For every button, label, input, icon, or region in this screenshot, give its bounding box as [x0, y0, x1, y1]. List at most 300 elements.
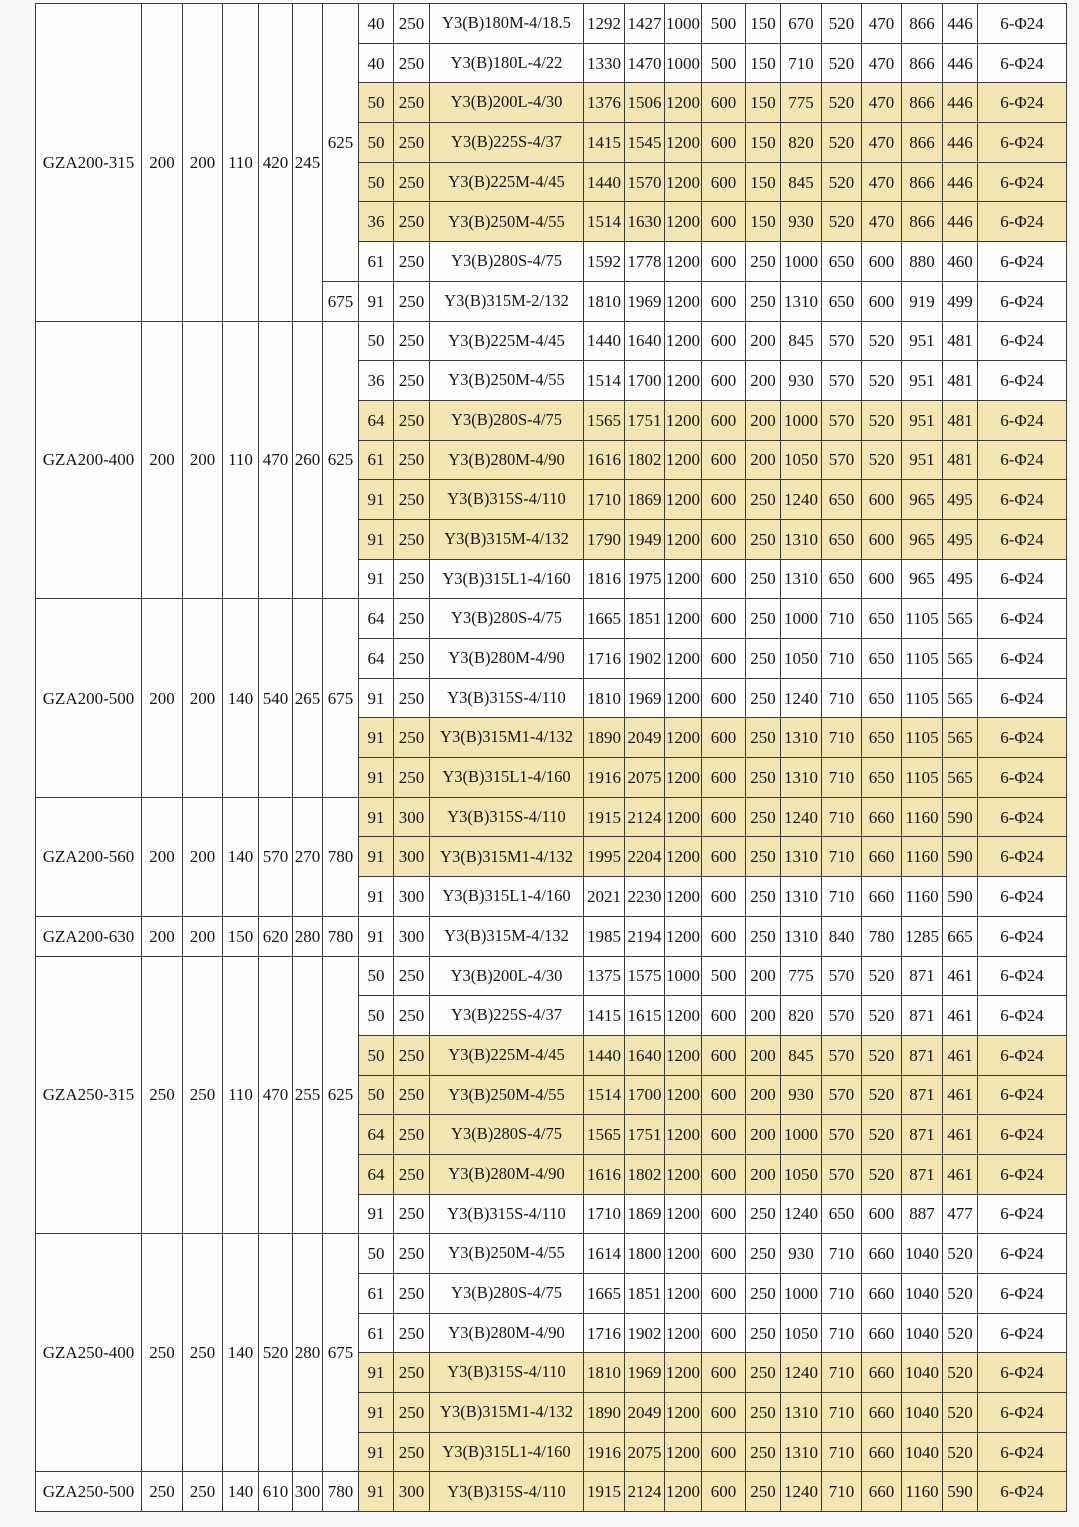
dim-h-cell: 520	[862, 321, 902, 361]
motor-model-cell: Y3(B)315M1-4/132	[430, 718, 584, 758]
height-cell: 675	[323, 599, 359, 797]
dim-h-cell: 520	[862, 400, 902, 440]
dim-j-cell: 461	[943, 1075, 978, 1115]
model-cell: GZA250-400	[36, 1234, 142, 1472]
hole-spec-cell: 6-Φ24	[978, 1115, 1067, 1155]
motor-model-cell: Y3(B)315S-4/110	[430, 678, 584, 718]
dim-e-cell: 200	[746, 1115, 781, 1155]
dim-i-cell: 1105	[902, 639, 943, 679]
hole-spec-cell: 6-Φ24	[978, 1194, 1067, 1234]
dim-f-cell: 1310	[781, 718, 822, 758]
dim-f-cell: 1240	[781, 1353, 822, 1393]
dim-cell: 200	[183, 4, 223, 322]
inlet-cell: 250	[394, 281, 430, 321]
dim-f-cell: 1310	[781, 877, 822, 917]
model-cell: GZA250-500	[36, 1472, 142, 1512]
dim-i-cell: 880	[902, 242, 943, 282]
dim-e-cell: 150	[746, 162, 781, 202]
dim-g-cell: 570	[822, 321, 862, 361]
dim-f-cell: 1050	[781, 639, 822, 679]
dim-e-cell: 250	[746, 1234, 781, 1274]
dim-c-cell: 1200	[665, 797, 702, 837]
flow-cell: 91	[359, 678, 394, 718]
dim-f-cell: 1050	[781, 1154, 822, 1194]
dim-cell: 200	[183, 599, 223, 797]
dim-b-cell: 1969	[625, 678, 665, 718]
dim-f-cell: 1050	[781, 1313, 822, 1353]
dim-d-cell: 600	[702, 1234, 746, 1274]
dim-j-cell: 565	[943, 718, 978, 758]
dim-h-cell: 520	[862, 996, 902, 1036]
dim-a-cell: 1415	[584, 123, 625, 163]
dim-b-cell: 1869	[625, 480, 665, 520]
dim-c-cell: 1200	[665, 1234, 702, 1274]
dim-cell: 610	[259, 1472, 293, 1512]
motor-model-cell: Y3(B)225S-4/37	[430, 123, 584, 163]
dim-h-cell: 650	[862, 758, 902, 798]
flow-cell: 50	[359, 123, 394, 163]
dim-e-cell: 250	[746, 916, 781, 956]
table-row	[36, 599, 1067, 639]
dim-h-cell: 650	[862, 599, 902, 639]
inlet-cell: 250	[394, 1234, 430, 1274]
dim-i-cell: 951	[902, 361, 943, 401]
motor-model-cell: Y3(B)315M1-4/132	[430, 1393, 584, 1433]
dim-b-cell: 1949	[625, 519, 665, 559]
dim-c-cell: 1200	[665, 639, 702, 679]
dim-h-cell: 660	[862, 1472, 902, 1512]
dim-d-cell: 500	[702, 43, 746, 83]
dim-e-cell: 250	[746, 480, 781, 520]
motor-model-cell: Y3(B)280S-4/75	[430, 1274, 584, 1314]
dim-e-cell: 250	[746, 1274, 781, 1314]
model-cell: GZA200-630	[36, 916, 142, 956]
motor-model-cell: Y3(B)315L1-4/160	[430, 877, 584, 917]
dim-cell: 200	[142, 797, 183, 916]
dim-a-cell: 2021	[584, 877, 625, 917]
hole-spec-cell: 6-Φ24	[978, 519, 1067, 559]
dim-c-cell: 1200	[665, 1432, 702, 1472]
dim-cell: 250	[142, 1234, 183, 1472]
dim-f-cell: 1310	[781, 1393, 822, 1433]
dim-i-cell: 965	[902, 559, 943, 599]
dim-h-cell: 600	[862, 480, 902, 520]
inlet-cell: 250	[394, 83, 430, 123]
flow-cell: 64	[359, 1154, 394, 1194]
flow-cell: 40	[359, 43, 394, 83]
dim-f-cell: 1310	[781, 758, 822, 798]
dim-c-cell: 1000	[665, 956, 702, 996]
dim-c-cell: 1200	[665, 1075, 702, 1115]
dim-i-cell: 1105	[902, 678, 943, 718]
dim-a-cell: 1716	[584, 1313, 625, 1353]
dim-e-cell: 250	[746, 1353, 781, 1393]
hole-spec-cell: 6-Φ24	[978, 877, 1067, 917]
hole-spec-cell: 6-Φ24	[978, 797, 1067, 837]
dim-i-cell: 1040	[902, 1313, 943, 1353]
dim-f-cell: 845	[781, 321, 822, 361]
dim-cell: 570	[259, 797, 293, 916]
flow-cell: 61	[359, 1274, 394, 1314]
dim-a-cell: 1415	[584, 996, 625, 1036]
hole-spec-cell: 6-Φ24	[978, 4, 1067, 44]
dim-g-cell: 710	[822, 837, 862, 877]
dim-g-cell: 710	[822, 1432, 862, 1472]
inlet-cell: 250	[394, 480, 430, 520]
dim-d-cell: 600	[702, 916, 746, 956]
dim-d-cell: 600	[702, 639, 746, 679]
dim-h-cell: 600	[862, 281, 902, 321]
dim-i-cell: 1040	[902, 1234, 943, 1274]
dim-j-cell: 590	[943, 837, 978, 877]
dim-i-cell: 866	[902, 202, 943, 242]
dim-j-cell: 446	[943, 83, 978, 123]
inlet-cell: 250	[394, 1035, 430, 1075]
flow-cell: 61	[359, 1313, 394, 1353]
dim-g-cell: 520	[822, 83, 862, 123]
flow-cell: 91	[359, 1432, 394, 1472]
dim-i-cell: 871	[902, 1035, 943, 1075]
dim-e-cell: 200	[746, 440, 781, 480]
flow-cell: 91	[359, 281, 394, 321]
dim-i-cell: 866	[902, 83, 943, 123]
dim-f-cell: 710	[781, 43, 822, 83]
dim-i-cell: 871	[902, 1154, 943, 1194]
flow-cell: 91	[359, 916, 394, 956]
dim-g-cell: 710	[822, 1313, 862, 1353]
dim-c-cell: 1200	[665, 202, 702, 242]
dim-a-cell: 1292	[584, 4, 625, 44]
hole-spec-cell: 6-Φ24	[978, 1154, 1067, 1194]
dim-c-cell: 1200	[665, 1035, 702, 1075]
motor-model-cell: Y3(B)280M-4/90	[430, 440, 584, 480]
dim-a-cell: 1440	[584, 1035, 625, 1075]
table-row	[36, 1234, 1067, 1274]
hole-spec-cell: 6-Φ24	[978, 956, 1067, 996]
dim-j-cell: 520	[943, 1393, 978, 1433]
dim-d-cell: 600	[702, 83, 746, 123]
dim-c-cell: 1200	[665, 361, 702, 401]
dim-g-cell: 570	[822, 1075, 862, 1115]
flow-cell: 50	[359, 1234, 394, 1274]
dim-a-cell: 1816	[584, 559, 625, 599]
dim-b-cell: 1969	[625, 1353, 665, 1393]
dim-f-cell: 930	[781, 202, 822, 242]
dim-h-cell: 660	[862, 877, 902, 917]
motor-model-cell: Y3(B)315L1-4/160	[430, 559, 584, 599]
dim-cell: 200	[142, 916, 183, 956]
hole-spec-cell: 6-Φ24	[978, 242, 1067, 282]
inlet-cell: 250	[394, 1075, 430, 1115]
dim-b-cell: 1470	[625, 43, 665, 83]
dim-h-cell: 470	[862, 202, 902, 242]
dim-j-cell: 590	[943, 1472, 978, 1512]
motor-model-cell: Y3(B)315S-4/110	[430, 797, 584, 837]
dim-e-cell: 250	[746, 519, 781, 559]
dim-e-cell: 250	[746, 1313, 781, 1353]
spec-table-body	[36, 4, 1067, 1512]
height-cell: 780	[323, 797, 359, 916]
dim-j-cell: 477	[943, 1194, 978, 1234]
model-cell: GZA200-560	[36, 797, 142, 916]
dim-e-cell: 200	[746, 361, 781, 401]
dim-h-cell: 520	[862, 1115, 902, 1155]
dim-i-cell: 1105	[902, 758, 943, 798]
flow-cell: 64	[359, 639, 394, 679]
dim-b-cell: 1778	[625, 242, 665, 282]
inlet-cell: 250	[394, 519, 430, 559]
hole-spec-cell: 6-Φ24	[978, 1075, 1067, 1115]
dim-a-cell: 1616	[584, 1154, 625, 1194]
dim-c-cell: 1200	[665, 1472, 702, 1512]
dim-j-cell: 461	[943, 1035, 978, 1075]
dim-b-cell: 1427	[625, 4, 665, 44]
motor-model-cell: Y3(B)315S-4/110	[430, 1353, 584, 1393]
dim-d-cell: 600	[702, 1115, 746, 1155]
motor-model-cell: Y3(B)280S-4/75	[430, 400, 584, 440]
dim-d-cell: 500	[702, 956, 746, 996]
dim-h-cell: 660	[862, 837, 902, 877]
dim-f-cell: 1000	[781, 400, 822, 440]
inlet-cell: 250	[394, 678, 430, 718]
motor-model-cell: Y3(B)280S-4/75	[430, 242, 584, 282]
dim-e-cell: 150	[746, 43, 781, 83]
dim-b-cell: 1975	[625, 559, 665, 599]
dim-a-cell: 1710	[584, 480, 625, 520]
dim-a-cell: 1514	[584, 202, 625, 242]
dim-i-cell: 866	[902, 162, 943, 202]
dim-d-cell: 500	[702, 4, 746, 44]
dim-d-cell: 600	[702, 361, 746, 401]
dim-e-cell: 250	[746, 877, 781, 917]
dim-cell: 140	[223, 1234, 259, 1472]
flow-cell: 40	[359, 4, 394, 44]
dim-b-cell: 1802	[625, 1154, 665, 1194]
dim-f-cell: 930	[781, 1075, 822, 1115]
dim-b-cell: 1902	[625, 639, 665, 679]
inlet-cell: 250	[394, 1194, 430, 1234]
dim-e-cell: 200	[746, 1154, 781, 1194]
dim-j-cell: 590	[943, 797, 978, 837]
motor-model-cell: Y3(B)250M-4/55	[430, 361, 584, 401]
dim-c-cell: 1200	[665, 559, 702, 599]
inlet-cell: 300	[394, 1472, 430, 1512]
flow-cell: 91	[359, 1194, 394, 1234]
dim-c-cell: 1200	[665, 758, 702, 798]
inlet-cell: 300	[394, 877, 430, 917]
dim-h-cell: 660	[862, 1313, 902, 1353]
dim-h-cell: 520	[862, 1035, 902, 1075]
dim-cell: 250	[142, 956, 183, 1234]
dim-c-cell: 1200	[665, 1115, 702, 1155]
hole-spec-cell: 6-Φ24	[978, 321, 1067, 361]
dim-i-cell: 1285	[902, 916, 943, 956]
height-cell: 625	[323, 321, 359, 599]
motor-model-cell: Y3(B)280S-4/75	[430, 599, 584, 639]
dim-d-cell: 600	[702, 1035, 746, 1075]
dim-a-cell: 1665	[584, 1274, 625, 1314]
dim-e-cell: 200	[746, 321, 781, 361]
dim-f-cell: 1310	[781, 519, 822, 559]
dim-d-cell: 600	[702, 281, 746, 321]
dim-c-cell: 1200	[665, 996, 702, 1036]
dim-j-cell: 520	[943, 1432, 978, 1472]
dim-cell: 140	[223, 599, 259, 797]
dim-i-cell: 1040	[902, 1274, 943, 1314]
hole-spec-cell: 6-Φ24	[978, 559, 1067, 599]
dim-j-cell: 481	[943, 321, 978, 361]
flow-cell: 50	[359, 996, 394, 1036]
spec-table-container	[35, 3, 1067, 1512]
hole-spec-cell: 6-Φ24	[978, 123, 1067, 163]
dim-c-cell: 1200	[665, 877, 702, 917]
dim-e-cell: 150	[746, 83, 781, 123]
dim-h-cell: 520	[862, 440, 902, 480]
dim-f-cell: 1310	[781, 1432, 822, 1472]
dim-i-cell: 866	[902, 123, 943, 163]
inlet-cell: 250	[394, 639, 430, 679]
dim-h-cell: 660	[862, 1274, 902, 1314]
dim-i-cell: 866	[902, 4, 943, 44]
dim-cell: 620	[259, 916, 293, 956]
dim-d-cell: 600	[702, 202, 746, 242]
height-cell: 625	[323, 956, 359, 1234]
dim-g-cell: 650	[822, 1194, 862, 1234]
dim-i-cell: 965	[902, 480, 943, 520]
dim-cell: 250	[142, 1472, 183, 1512]
inlet-cell: 250	[394, 162, 430, 202]
inlet-cell: 300	[394, 837, 430, 877]
dim-cell: 470	[259, 956, 293, 1234]
dim-i-cell: 871	[902, 1115, 943, 1155]
dim-a-cell: 1592	[584, 242, 625, 282]
dim-b-cell: 2049	[625, 1393, 665, 1433]
dim-g-cell: 710	[822, 1393, 862, 1433]
motor-model-cell: Y3(B)315M1-4/132	[430, 837, 584, 877]
dim-e-cell: 200	[746, 1035, 781, 1075]
dim-f-cell: 820	[781, 996, 822, 1036]
model-cell: GZA200-315	[36, 4, 142, 322]
dim-i-cell: 965	[902, 519, 943, 559]
inlet-cell: 250	[394, 400, 430, 440]
dim-b-cell: 2075	[625, 758, 665, 798]
dim-e-cell: 250	[746, 1432, 781, 1472]
hole-spec-cell: 6-Φ24	[978, 758, 1067, 798]
inlet-cell: 250	[394, 1353, 430, 1393]
flow-cell: 61	[359, 440, 394, 480]
dim-g-cell: 650	[822, 281, 862, 321]
flow-cell: 50	[359, 1035, 394, 1075]
inlet-cell: 250	[394, 996, 430, 1036]
dim-cell: 250	[183, 1472, 223, 1512]
dim-h-cell: 470	[862, 4, 902, 44]
dim-e-cell: 150	[746, 202, 781, 242]
dim-cell: 260	[293, 321, 323, 599]
dim-g-cell: 650	[822, 480, 862, 520]
dim-j-cell: 481	[943, 400, 978, 440]
dim-cell: 110	[223, 956, 259, 1234]
dim-h-cell: 660	[862, 797, 902, 837]
dim-e-cell: 250	[746, 678, 781, 718]
inlet-cell: 250	[394, 321, 430, 361]
dim-e-cell: 250	[746, 1393, 781, 1433]
motor-model-cell: Y3(B)250M-4/55	[430, 202, 584, 242]
dim-h-cell: 470	[862, 123, 902, 163]
dim-b-cell: 2049	[625, 718, 665, 758]
dim-g-cell: 710	[822, 639, 862, 679]
inlet-cell: 250	[394, 202, 430, 242]
dim-a-cell: 1710	[584, 1194, 625, 1234]
dim-f-cell: 1240	[781, 1194, 822, 1234]
dim-cell: 110	[223, 321, 259, 599]
dim-c-cell: 1200	[665, 916, 702, 956]
dim-g-cell: 650	[822, 242, 862, 282]
inlet-cell: 250	[394, 1393, 430, 1433]
dim-j-cell: 520	[943, 1313, 978, 1353]
motor-model-cell: Y3(B)280S-4/75	[430, 1115, 584, 1155]
dim-c-cell: 1200	[665, 1194, 702, 1234]
dim-f-cell: 820	[781, 123, 822, 163]
dim-f-cell: 845	[781, 162, 822, 202]
dim-g-cell: 710	[822, 678, 862, 718]
hole-spec-cell: 6-Φ24	[978, 996, 1067, 1036]
dim-g-cell: 570	[822, 400, 862, 440]
dim-i-cell: 1160	[902, 837, 943, 877]
flow-cell: 91	[359, 1393, 394, 1433]
dim-f-cell: 775	[781, 956, 822, 996]
dim-j-cell: 590	[943, 877, 978, 917]
dim-d-cell: 600	[702, 1075, 746, 1115]
dim-c-cell: 1200	[665, 162, 702, 202]
motor-model-cell: Y3(B)180L-4/22	[430, 43, 584, 83]
inlet-cell: 250	[394, 1432, 430, 1472]
dim-g-cell: 710	[822, 1274, 862, 1314]
hole-spec-cell: 6-Φ24	[978, 43, 1067, 83]
dim-j-cell: 565	[943, 639, 978, 679]
table-row	[36, 797, 1067, 837]
dim-j-cell: 665	[943, 916, 978, 956]
dim-j-cell: 446	[943, 162, 978, 202]
motor-model-cell: Y3(B)315M-2/132	[430, 281, 584, 321]
dim-a-cell: 1565	[584, 1115, 625, 1155]
dim-b-cell: 1751	[625, 400, 665, 440]
motor-model-cell: Y3(B)180M-4/18.5	[430, 4, 584, 44]
gza-spec-table	[35, 3, 1067, 1512]
dim-cell: 540	[259, 599, 293, 797]
dim-d-cell: 600	[702, 1313, 746, 1353]
dim-b-cell: 2075	[625, 1432, 665, 1472]
hole-spec-cell: 6-Φ24	[978, 1393, 1067, 1433]
dim-f-cell: 1310	[781, 559, 822, 599]
dim-g-cell: 570	[822, 956, 862, 996]
dim-a-cell: 1716	[584, 639, 625, 679]
dim-e-cell: 150	[746, 123, 781, 163]
dim-c-cell: 1000	[665, 4, 702, 44]
dim-b-cell: 2124	[625, 797, 665, 837]
dim-c-cell: 1200	[665, 83, 702, 123]
dim-d-cell: 600	[702, 1154, 746, 1194]
dim-b-cell: 1902	[625, 1313, 665, 1353]
dim-f-cell: 845	[781, 1035, 822, 1075]
dim-cell: 250	[183, 956, 223, 1234]
dim-f-cell: 1310	[781, 281, 822, 321]
dim-c-cell: 1200	[665, 837, 702, 877]
inlet-cell: 250	[394, 1115, 430, 1155]
dim-j-cell: 461	[943, 1115, 978, 1155]
dim-f-cell: 1310	[781, 837, 822, 877]
dim-g-cell: 520	[822, 4, 862, 44]
motor-model-cell: Y3(B)200L-4/30	[430, 83, 584, 123]
